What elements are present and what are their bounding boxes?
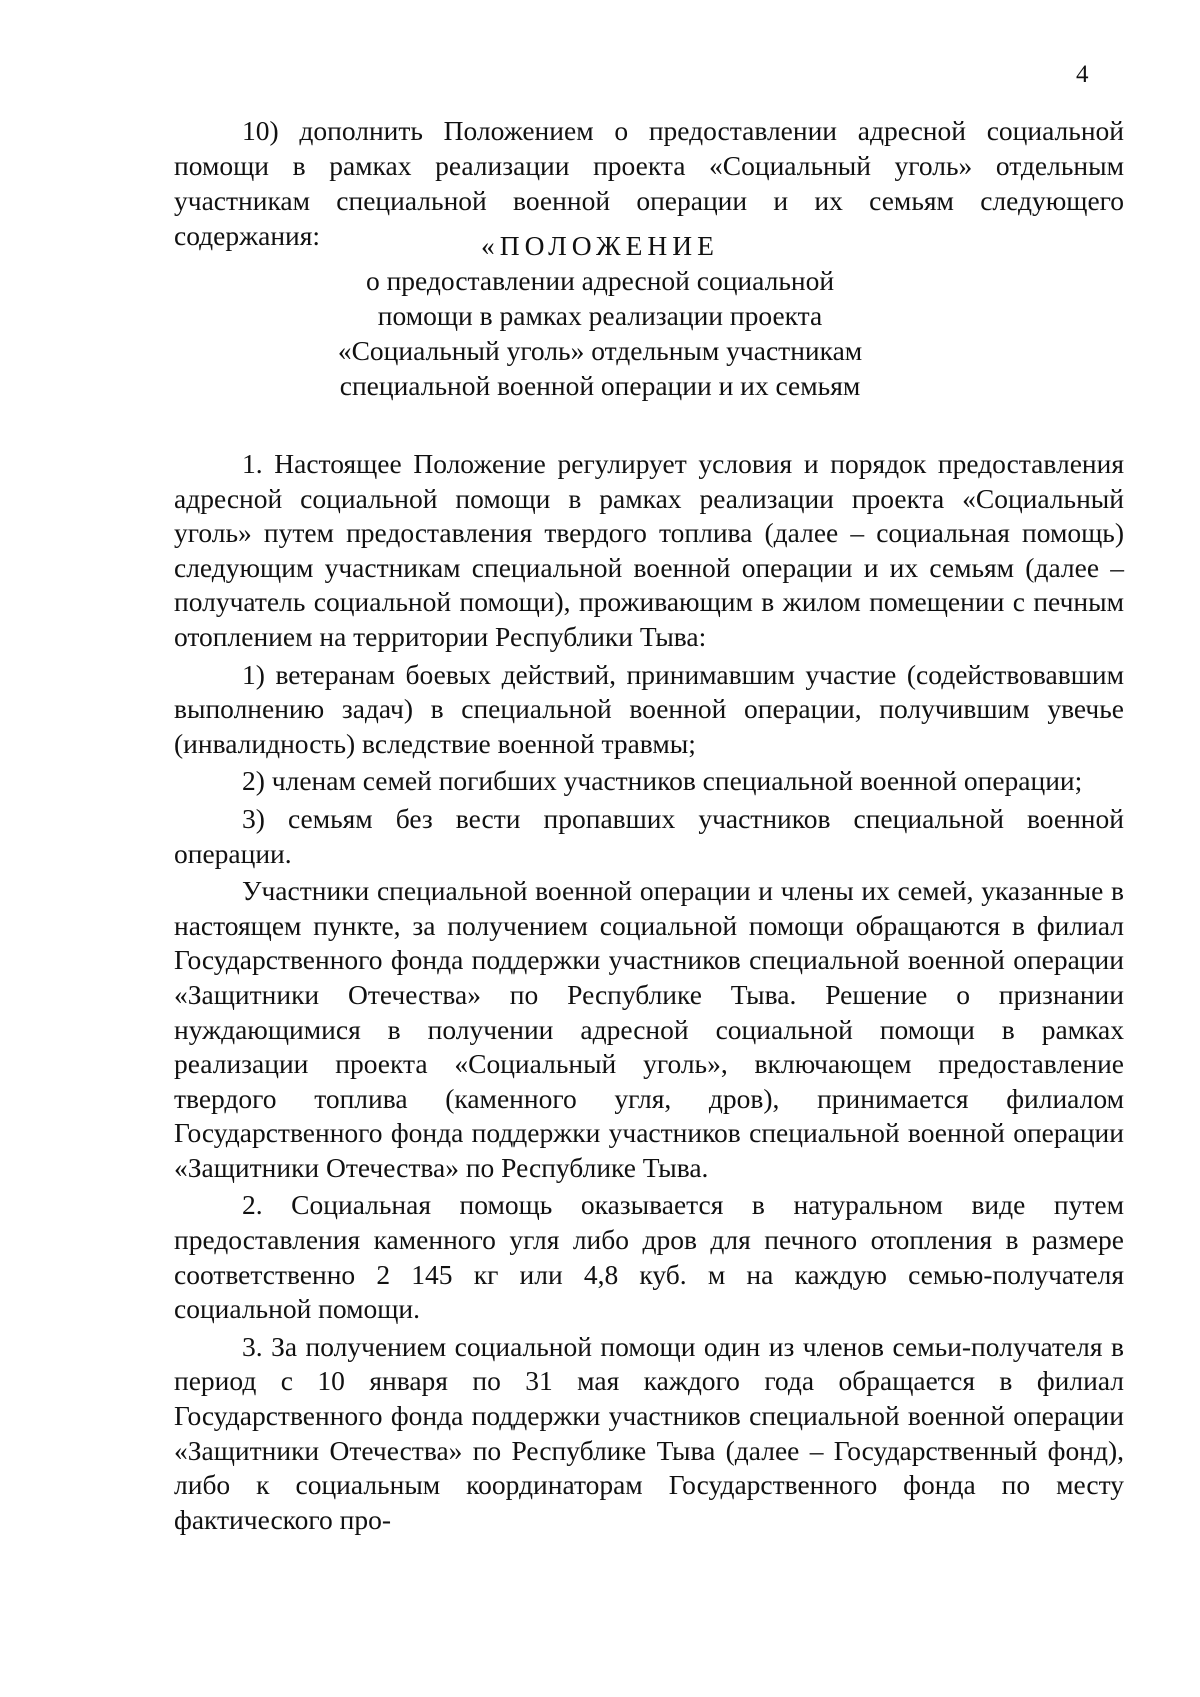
paragraph-3: 3. За получением социальной помощи один из членов семьи-получателя в период с 10 января по 31 мая каждого года обращается в филиал Государственного фонда поддержки участников специальной военной операции «Защитники Отечества» по Республике Тыва (далее – Государственный фонд), либо к социальным координаторам Государственного фонда по месту фактического про- [174,1330,1124,1535]
title-line: «Социальный уголь» отдельным участникам [337,335,863,366]
document-body [174,447,1124,1540]
paragraph-2: 2. Социальная помощь оказывается в натуральном виде путем предоставления каменного угля либо дров для печного отопления в размере соответственно 2 145 кг или 4,8 куб. м на каждую семью-получателя социальной помощи. [174,1189,1124,1325]
list-item-1: 1) ветеранам боевых действий, принимавшим участие (содействовавшим выполнению задач) в специальной военной операции, получившим увечье (инвалидность) вследствие военной травмы; [174,658,1124,759]
document-title [0,228,1200,403]
title-line: о предоставлении адресной социальной [365,265,835,296]
paragraph-participants: Участники специальной военной операции и члены их семей, указанные в настоящем пункте, за получением социальной помощи обращаются в филиал Государственного фонда поддержки участников специальной военной операции «Защитники Отечества» по Республике Тыва. Решение о признании нуждающимися в получении адресной социальной помощи в рамках реализации проекта «Социальный уголь», включающем предоставление твердого топлива (каменного угля, дров), принимается филиалом Государственного фонда поддержки участников специальной военной операции «Защитники Отечества» по Республике Тыва. [174,875,1124,1183]
page-number: 4 [1076,61,1089,88]
title-heading: «ПОЛОЖЕНИЕ [481,230,719,261]
list-item-3: 3) семьям без вести пропавших участников специальной военной операции. [174,802,1124,869]
title-line: специальной военной операции и их семьям [339,370,861,401]
title-line: помощи в рамках реализации проекта [377,300,823,331]
paragraph-1: 1. Настоящее Положение регулирует условия и порядок предоставления адресной социальной помощи в рамках реализации проекта «Социальный уголь» путем предоставления твердого топлива (далее – социальная помощь) следующим участникам специальной военной операции и их семьям (далее – получатель социальной помощи), проживающим в жилом помещении с печным отоплением на территории Республики Тыва: [174,448,1124,652]
list-item-2: 2) членам семей погибших участников специальной военной операции; [242,765,1083,797]
intro-paragraph: 10) дополнить Положением о предоставлении адресной социальной помощи в рамках реализации проекта «Социальный уголь» отдельным участникам специальной военной операции и их семьям следующего содержания: [174,115,1124,251]
